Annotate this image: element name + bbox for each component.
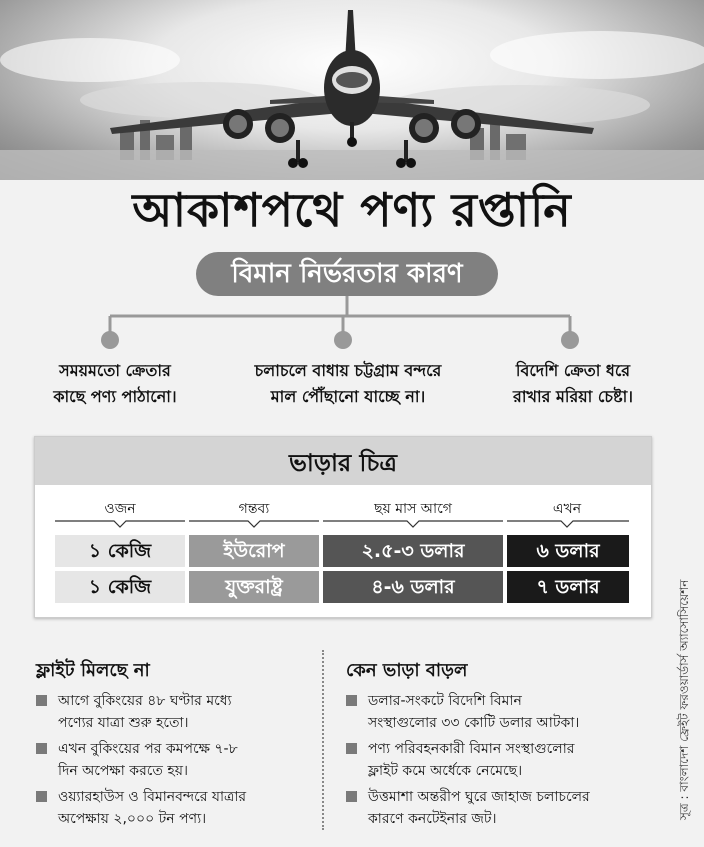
row-1-six-months-ago: ২.৫-৩ ডলার — [323, 535, 503, 567]
fare-rise-heading: কেন ভাড়া বাড়ল — [346, 660, 468, 681]
reason-3-line1: বিদেশি ক্রেতা ধরে — [515, 361, 631, 380]
reason-2-line1: চলাচলে বাধায় চট্টগ্রাম বন্দরে — [254, 361, 442, 380]
col-header-now: এখন — [552, 501, 582, 517]
list-item — [36, 738, 316, 782]
row-1-destination: ইউরোপ — [189, 535, 319, 567]
list-item — [36, 690, 316, 734]
flights-item-2-line2: দিন অপেক্ষা করতে হয়। — [58, 763, 188, 779]
reason-1-line2: কাছে পণ্য পাঠানো। — [53, 387, 177, 406]
list-item — [36, 786, 316, 830]
fare-rise-list — [346, 690, 666, 834]
fare-rise-item-1-line2: সংস্থাগুলোর ৩৩ কোটি ডলার আটকা। — [368, 715, 580, 731]
flights-item-3-line2: অপেক্ষায় ২,০০০ টন পণ্য। — [58, 811, 207, 827]
flights-heading: ফ্লাইট মিলছে না — [36, 660, 150, 681]
airplane-hero-image — [0, 0, 704, 180]
reason-item-3 — [488, 358, 658, 410]
source-credit: সূত্র : বাংলাদেশ ফ্রেইট ফরওয়ার্ডার্স অ্যাসোসিয়েশন — [677, 579, 691, 820]
row-2-weight: ১ কেজি — [55, 571, 185, 603]
fare-chart-title: ভাড়ার চিত্র — [35, 437, 651, 485]
flights-item-1-line1: আগে বুকিংয়ের ৪৮ ঘণ্টার মধ্যে — [58, 693, 232, 709]
fare-rise-item-3-line1: উত্তমাশা অন্তরীপ ঘুরে জাহাজ চলাচলের — [368, 789, 590, 805]
row-2-now: ৭ ডলার — [507, 571, 629, 603]
bullet-square-icon — [346, 695, 357, 706]
list-item — [346, 738, 666, 782]
reason-2-line2: মাল পৌঁছানো যাচ্ছে না। — [270, 387, 426, 406]
flights-item-1-line2: পণ্যের যাত্রা শুরু হতো। — [58, 715, 189, 731]
list-item — [346, 690, 666, 734]
flights-list — [36, 690, 316, 834]
fare-chart-table — [34, 436, 652, 618]
col-header-brackets — [35, 507, 651, 531]
column-divider — [322, 650, 324, 830]
fare-rise-item-1-line1: ডলার-সংকটে বিদেশি বিমান — [368, 693, 522, 709]
list-item — [346, 786, 666, 830]
col-header-weight: ওজন — [104, 501, 136, 517]
reason-item-1 — [30, 358, 200, 410]
fare-rise-item-2-line1: পণ্য পরিবহনকারী বিমান সংস্থাগুলোর — [368, 741, 575, 757]
flights-item-3-line1: ওয়্যারহাউস ও বিমানবন্দরে যাত্রার — [58, 789, 247, 805]
reason-1-line1: সময়মতো ক্রেতার — [59, 361, 171, 380]
reasons-connector — [0, 296, 704, 358]
fare-rise-item-2-line2: ফ্লাইট কমে অর্ধেকে নেমেছে। — [368, 763, 523, 779]
reason-3-line2: রাখার মরিয়া চেষ্টা। — [513, 387, 633, 406]
row-2-destination: যুক্তরাষ্ট্র — [189, 571, 319, 603]
bullet-square-icon — [36, 791, 47, 802]
airplane-icon — [0, 0, 704, 180]
row-1-now: ৬ ডলার — [507, 535, 629, 567]
reasons-heading-pill: বিমান নির্ভরতার কারণ — [196, 252, 498, 296]
bullet-square-icon — [36, 695, 47, 706]
reason-item-2 — [228, 358, 468, 410]
bullet-square-icon — [36, 743, 47, 754]
bullet-square-icon — [346, 743, 357, 754]
row-2-six-months-ago: ৪-৬ ডলার — [323, 571, 503, 603]
fare-rise-item-3-line2: কারণে কনটেইনার জট। — [368, 811, 497, 827]
col-header-destination: গন্তব্য — [238, 501, 270, 517]
row-1-weight: ১ কেজি — [55, 535, 185, 567]
col-header-six-months-ago: ছয় মাস আগে — [374, 501, 452, 517]
flights-item-2-line1: এখন বুকিংয়ের পর কমপক্ষে ৭-৮ — [58, 741, 238, 757]
page-title: আকাশপথে পণ্য রপ্তানি — [132, 183, 572, 237]
bullet-square-icon — [346, 791, 357, 802]
